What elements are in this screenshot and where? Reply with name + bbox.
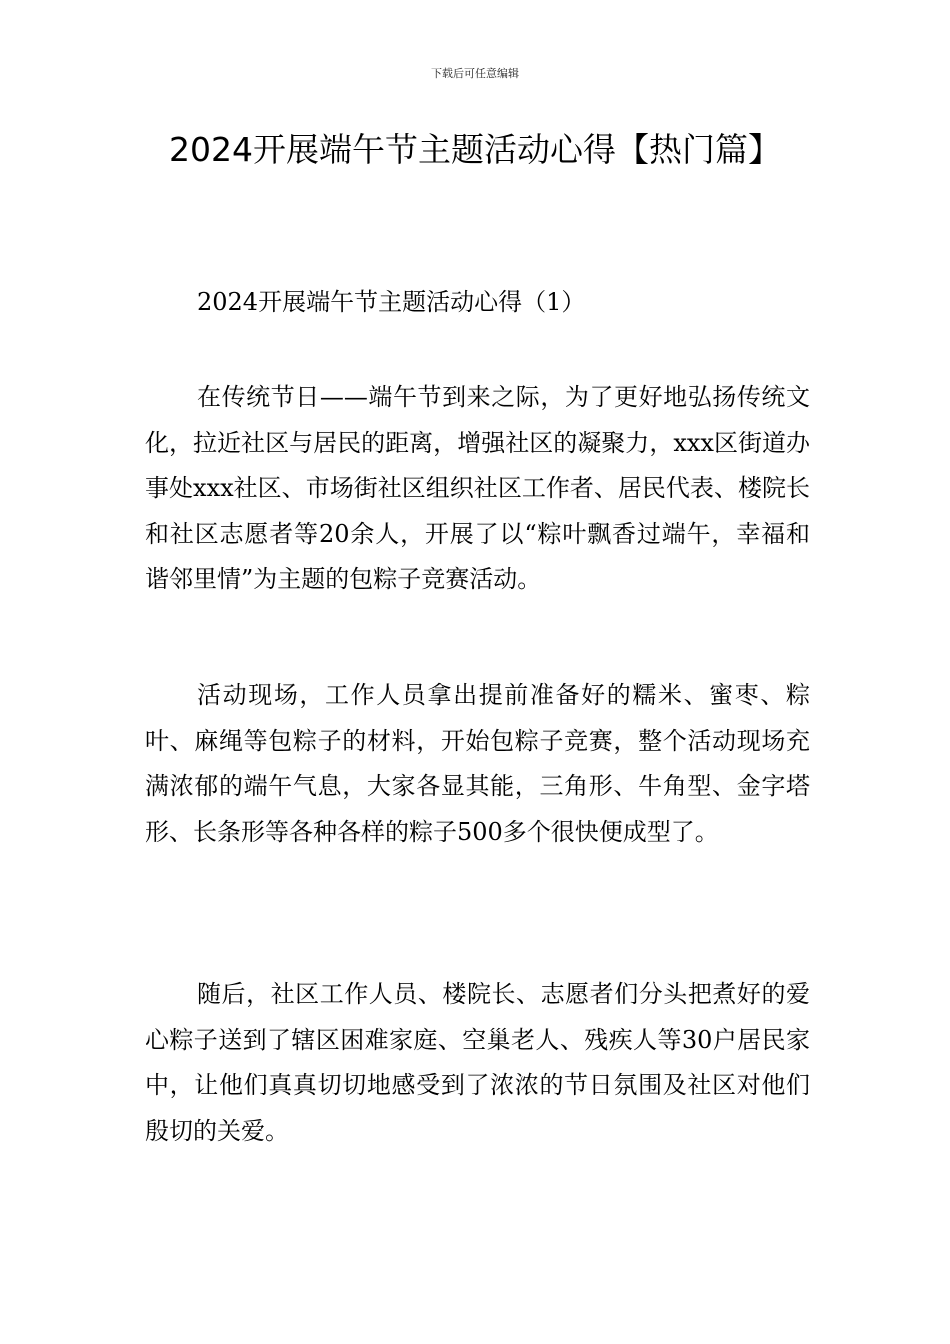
page-header-note: 下载后可任意编辑 [431,67,519,80]
paragraph-1: 在传统节日——端午节到来之际，为了更好地弘扬传统文化，拉近社区与居民的距离，增强社区的凝聚力，xxx区街道办事处xxx社区、市场街社区组织社区工作者、居民代表、楼院长和社区志愿者等20余人，开展了以“粽叶飘香过端午，幸福和谐邻里情”为主题的包粽子竞赛活动。 [145,383,810,593]
section-heading: 2024开展端午节主题活动心得（1） [197,288,586,316]
paragraph-3: 随后，社区工作人员、楼院长、志愿者们分头把煮好的爱心粽子送到了辖区困难家庭、空巢老人、残疾人等30户居民家中，让他们真真切切地感受到了浓浓的节日氛围及社区对他们殷切的关爱。 [145,980,810,1145]
document-title: 2024开展端午节主题活动心得【热门篇】 [169,130,781,169]
paragraph-2: 活动现场，工作人员拿出提前准备好的糯米、蜜枣、粽叶、麻绳等包粽子的材料，开始包粽子竞赛，整个活动现场充满浓郁的端午气息，大家各显其能，三角形、牛角型、金字塔形、长条形等各种各样的粽子500多个很快便成型了。 [145,681,810,846]
